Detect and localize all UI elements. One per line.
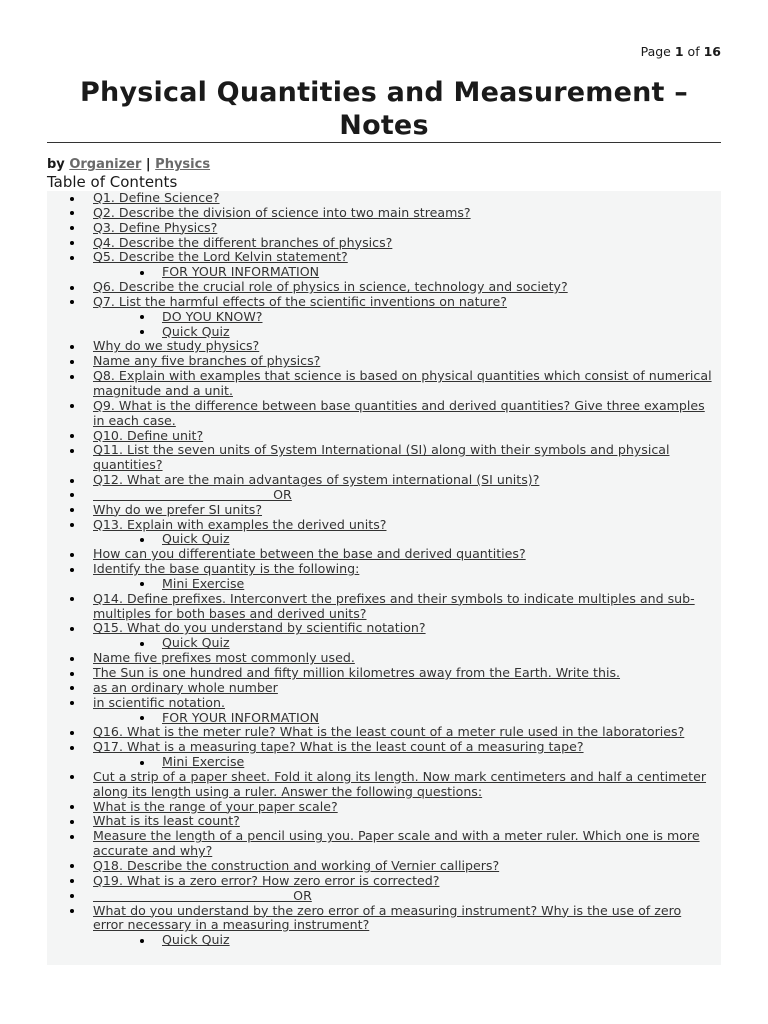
- category-link[interactable]: Physics: [155, 157, 211, 172]
- toc-link[interactable]: What is its least count?: [93, 813, 240, 829]
- toc-item[interactable]: [47, 280, 721, 295]
- toc-item[interactable]: [47, 295, 721, 310]
- toc-item[interactable]: [47, 770, 721, 800]
- page-number: [641, 44, 721, 59]
- toc-link[interactable]: Q10. Define unit?: [93, 427, 204, 443]
- byline-by: by: [47, 157, 65, 172]
- toc-link[interactable]: Q13. Explain with examples the derived units?: [93, 516, 387, 532]
- toc-item[interactable]: [47, 310, 721, 325]
- toc-item[interactable]: [47, 859, 721, 874]
- toc-item[interactable]: [47, 651, 721, 666]
- byline: [47, 157, 210, 172]
- toc-item[interactable]: [47, 874, 721, 889]
- toc-link[interactable]: Q14. Define prefixes. Interconvert the prefixes and their symbols to indicate multiples and sub-multiples for both bases and derived units?: [93, 590, 695, 621]
- toc-link[interactable]: Q5. Describe the Lord Kelvin statement?: [93, 249, 348, 265]
- toc-link[interactable]: Q12. What are the main advantages of system international (SI units)?: [93, 472, 540, 488]
- toc-item[interactable]: [47, 696, 721, 711]
- toc-item[interactable]: [47, 532, 721, 547]
- toc-link[interactable]: Quick Quiz: [162, 932, 230, 948]
- toc-item[interactable]: [47, 339, 721, 354]
- toc-link[interactable]: Q18. Describe the construction and working of Vernier callipers?: [93, 857, 500, 873]
- toc-link[interactable]: Name any five branches of physics?: [93, 353, 321, 369]
- toc-item[interactable]: [47, 503, 721, 518]
- toc-item[interactable]: [47, 681, 721, 696]
- byline-separator: |: [145, 157, 151, 172]
- toc-item[interactable]: [47, 800, 721, 815]
- toc-heading: Table of Contents: [47, 173, 178, 191]
- toc-item[interactable]: [47, 488, 721, 503]
- toc-item[interactable]: [47, 429, 721, 444]
- toc-link[interactable]: DO YOU KNOW?: [162, 308, 263, 324]
- toc-link[interactable]: Q4. Describe the different branches of physics?: [93, 234, 393, 250]
- title-divider: [47, 142, 721, 143]
- toc-item[interactable]: [47, 473, 721, 488]
- toc-item[interactable]: [47, 577, 721, 592]
- toc-link[interactable]: Q3. Define Physics?: [93, 219, 218, 235]
- toc-link[interactable]: Name five prefixes most commonly used.: [93, 650, 355, 666]
- page-title: Physical Quantities and Measurement – Notes: [80, 77, 688, 141]
- toc-link[interactable]: in scientific notation.: [93, 694, 225, 710]
- toc-link[interactable]: Quick Quiz: [162, 635, 230, 651]
- toc-link[interactable]: Identify the base quantity is the following:: [93, 561, 360, 577]
- toc-link[interactable]: Q7. List the harmful effects of the scientific inventions on nature?: [93, 293, 507, 309]
- toc-item[interactable]: [47, 221, 721, 236]
- toc-link[interactable]: as an ordinary whole number: [93, 679, 278, 695]
- toc-link[interactable]: Q19. What is a zero error? How zero error is corrected?: [93, 872, 440, 888]
- toc-link[interactable]: Q2. Describe the division of science into two main streams?: [93, 204, 471, 220]
- toc-link[interactable]: Why do we study physics?: [93, 338, 260, 354]
- toc-item[interactable]: [47, 206, 721, 221]
- toc-link[interactable]: Q16. What is the meter rule? What is the least count of a meter rule used in the laboratories?: [93, 724, 685, 740]
- toc-item[interactable]: [47, 547, 721, 562]
- toc-link[interactable]: The Sun is one hundred and fifty million kilometres away from the Earth. Write this.: [93, 665, 621, 680]
- toc-item[interactable]: [47, 725, 721, 740]
- toc-link[interactable]: OR: [93, 486, 292, 502]
- author-link[interactable]: Organizer: [69, 157, 142, 172]
- toc-item[interactable]: [47, 814, 721, 829]
- toc-link[interactable]: FOR YOUR INFORMATION: [162, 264, 320, 280]
- toc-link[interactable]: Q8. Explain with examples that science is based on physical quantities which consist of numerical magnitude and a unit.: [93, 368, 712, 398]
- toc-link[interactable]: Q17. What is a measuring tape? What is the least count of a measuring tape?: [93, 739, 584, 755]
- toc-list: [47, 191, 721, 948]
- toc-link[interactable]: Measure the length of a pencil using you. Paper scale and with a meter ruler. Which one is more accurate and why?: [93, 828, 700, 859]
- toc-link[interactable]: Q11. List the seven units of System International (SI) along with their symbols and physical quantities?: [93, 442, 670, 473]
- toc-link[interactable]: FOR YOUR INFORMATION: [162, 709, 320, 725]
- toc-item[interactable]: [47, 933, 721, 948]
- toc-item[interactable]: [47, 740, 721, 755]
- toc-link[interactable]: Quick Quiz: [162, 323, 230, 339]
- toc-link[interactable]: How can you differentiate between the base and derived quantities?: [93, 546, 526, 562]
- toc-link[interactable]: Quick Quiz: [162, 531, 230, 547]
- toc-item[interactable]: [47, 369, 721, 399]
- page-of: of: [687, 44, 700, 59]
- toc-item[interactable]: [47, 325, 721, 340]
- toc-item[interactable]: [47, 889, 721, 904]
- toc-item[interactable]: [47, 636, 721, 651]
- toc-link[interactable]: Why do we prefer SI units?: [93, 501, 263, 517]
- toc-item[interactable]: [47, 265, 721, 280]
- toc-link[interactable]: What is the range of your paper scale?: [93, 798, 338, 814]
- toc-item[interactable]: [47, 755, 721, 770]
- toc-item[interactable]: [47, 354, 721, 369]
- page-label: Page: [640, 44, 671, 59]
- toc-link[interactable]: Mini Exercise: [162, 754, 245, 770]
- toc-link[interactable]: What do you understand by the zero error of a measuring instrument? Why is the use of zero error necessary in a measuring instrument?: [93, 902, 682, 933]
- toc-item[interactable]: [47, 711, 721, 726]
- toc-link[interactable]: Q9. What is the difference between base quantities and derived quantities? Give three examples in each case.: [93, 397, 705, 428]
- toc-link[interactable]: Q6. Describe the crucial role of physics in science, technology and society?: [93, 279, 568, 295]
- toc-item[interactable]: [47, 829, 721, 859]
- toc-item[interactable]: [47, 399, 721, 429]
- toc-link[interactable]: Q15. What do you understand by scientific notation?: [93, 620, 426, 636]
- toc-link[interactable]: Q1. Define Science?: [93, 190, 220, 205]
- page-total: 16: [703, 44, 721, 59]
- toc-item[interactable]: [47, 518, 721, 533]
- toc-item[interactable]: [47, 666, 721, 681]
- toc-item[interactable]: [47, 236, 721, 251]
- toc-item[interactable]: [47, 904, 721, 934]
- toc-item[interactable]: [47, 250, 721, 265]
- toc-item[interactable]: [47, 191, 721, 206]
- toc-item[interactable]: [47, 621, 721, 636]
- page-current: 1: [674, 44, 684, 59]
- toc-link[interactable]: Mini Exercise: [162, 575, 245, 591]
- toc-link[interactable]: Cut a strip of a paper sheet. Fold it along its length. Now mark centimeters and half a centimeter along its length using a ruler. Answer the following questions:: [93, 768, 707, 799]
- toc-item[interactable]: [47, 592, 721, 622]
- toc-item[interactable]: [47, 562, 721, 577]
- toc-link[interactable]: OR: [93, 887, 312, 903]
- toc-item[interactable]: [47, 443, 721, 473]
